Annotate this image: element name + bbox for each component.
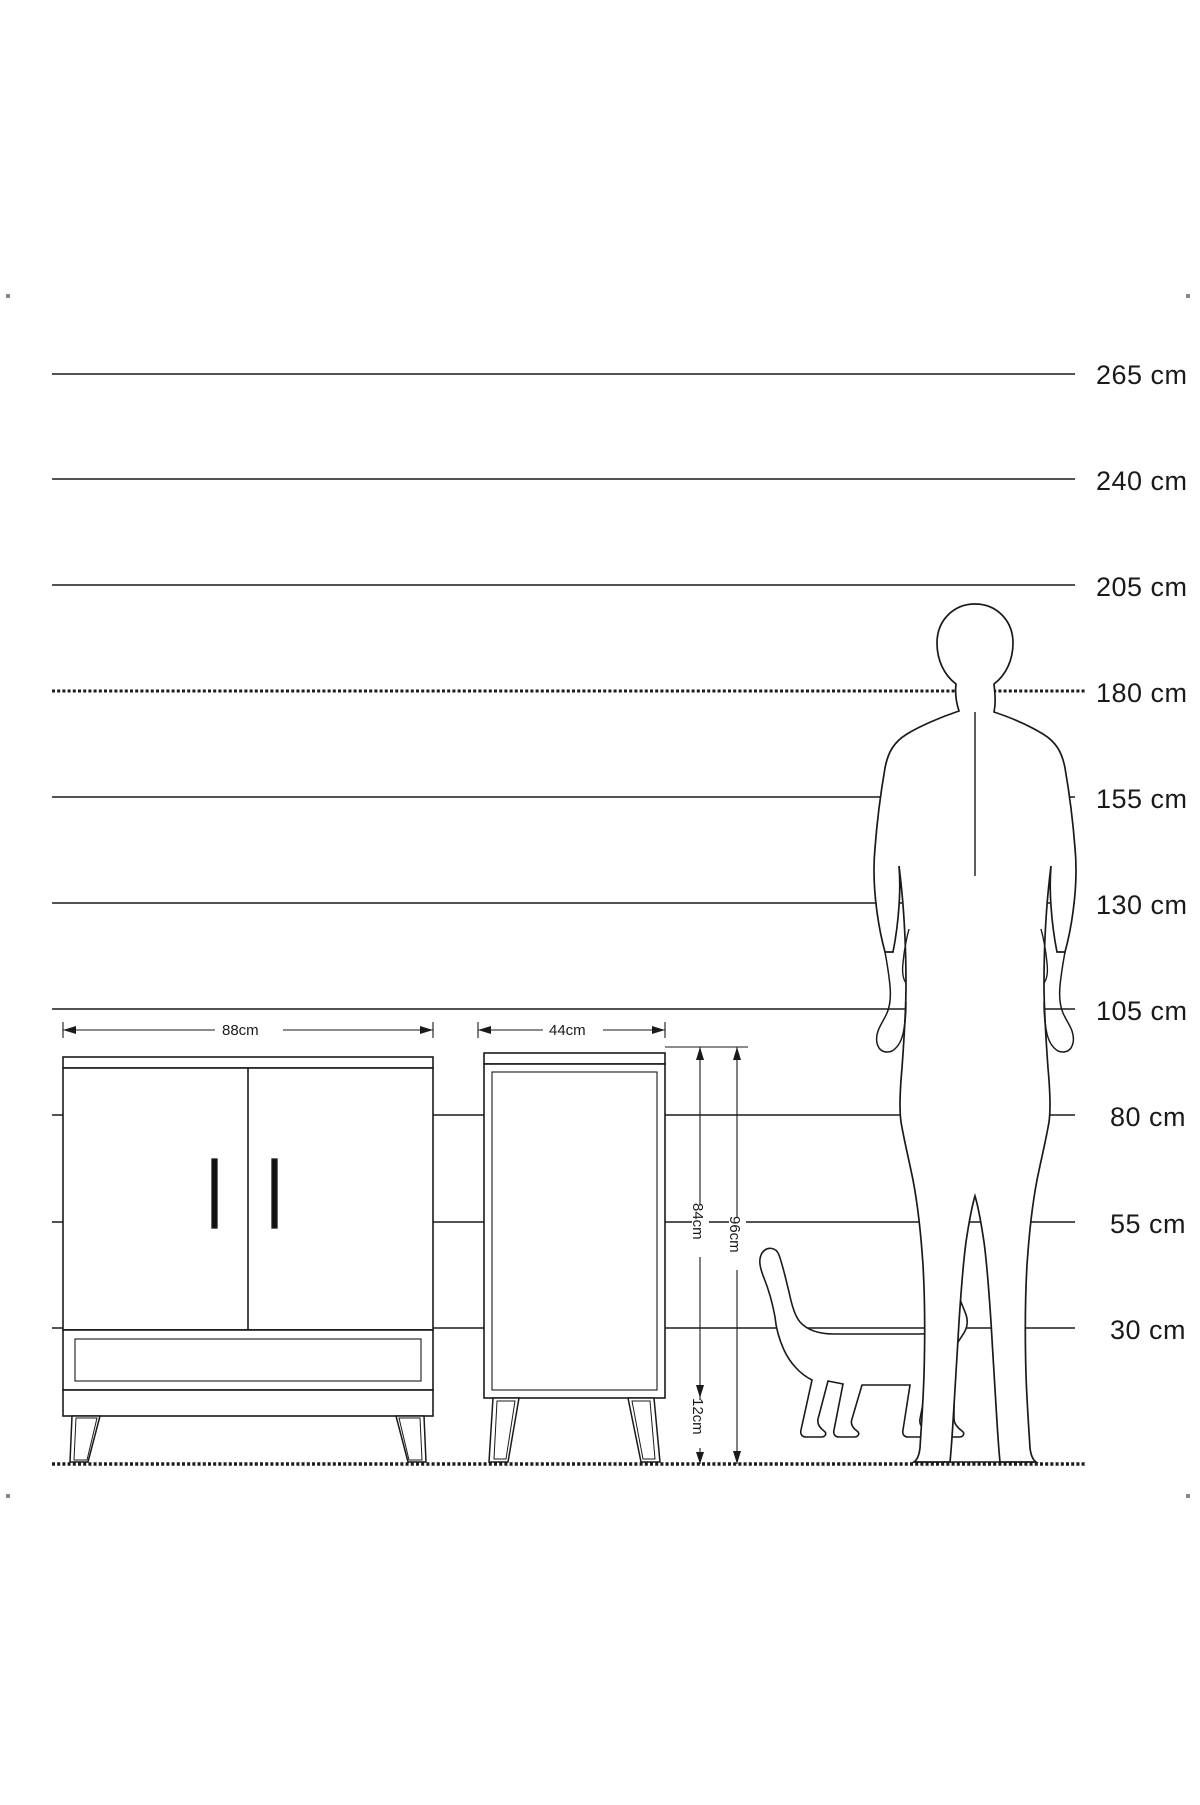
- man-arm-left-line: [877, 952, 906, 1052]
- corner-mark-bottom-right: [1186, 1494, 1190, 1498]
- dimension-label-96cm: 96cm: [726, 1216, 743, 1253]
- height-label-155: 155 cm: [1096, 784, 1188, 814]
- man-arm-right-line: [1044, 952, 1073, 1052]
- height-label-80: 80 cm: [1110, 1102, 1187, 1132]
- height-label-105: 105 cm: [1096, 996, 1188, 1026]
- dimension-label-12cm: 12cm: [689, 1398, 706, 1435]
- vertical-dimensions: [665, 1047, 748, 1464]
- height-label-205: 205 cm: [1096, 572, 1188, 602]
- dimension-84cm-arrow-bottom: [696, 1385, 704, 1398]
- corner-mark-bottom-left: [6, 1494, 10, 1498]
- dimension-12cm-arrow-bottom: [696, 1452, 704, 1464]
- dimension-label-84cm: 84cm: [689, 1203, 706, 1240]
- height-label-30: 30 cm: [1110, 1315, 1187, 1345]
- wide-cabinet-base: [63, 1390, 433, 1416]
- height-label-180: 180 cm: [1096, 678, 1188, 708]
- wide-cabinet-top: [63, 1057, 433, 1068]
- dimension-96cm-arrow-top: [733, 1047, 741, 1060]
- dimension-88cm-arrow-left: [63, 1026, 76, 1034]
- dimension-44cm-arrow-left: [478, 1026, 491, 1034]
- dimension-label-88cm: 88cm: [222, 1022, 259, 1039]
- narrow-cabinet-leg-left: [489, 1398, 519, 1462]
- dimension-88cm-arrow-right: [420, 1026, 433, 1034]
- dimension-96cm-arrow-bottom: [733, 1451, 741, 1464]
- corner-mark-top-left: [6, 294, 10, 298]
- corner-mark-top-right: [1186, 294, 1190, 298]
- wide-cabinet-handle-left[interactable]: [212, 1159, 217, 1228]
- dimension-44cm-arrow-right: [652, 1026, 665, 1034]
- height-label-55: 55 cm: [1110, 1209, 1187, 1239]
- dimension-label-44cm: 44cm: [549, 1022, 586, 1039]
- wide-cabinet-drawer-inset: [75, 1339, 421, 1381]
- narrow-cabinet-body: [484, 1064, 665, 1398]
- narrow-cabinet-top: [484, 1053, 665, 1064]
- narrow-cabinet: [484, 1053, 665, 1462]
- height-label-240: 240 cm: [1096, 466, 1188, 496]
- wide-cabinet: [63, 1057, 433, 1462]
- dimension-84cm-arrow-top: [696, 1047, 704, 1060]
- height-label-265: 265 cm: [1096, 360, 1188, 390]
- wide-cabinet-handle-right[interactable]: [272, 1159, 277, 1228]
- height-label-130: 130 cm: [1096, 890, 1188, 920]
